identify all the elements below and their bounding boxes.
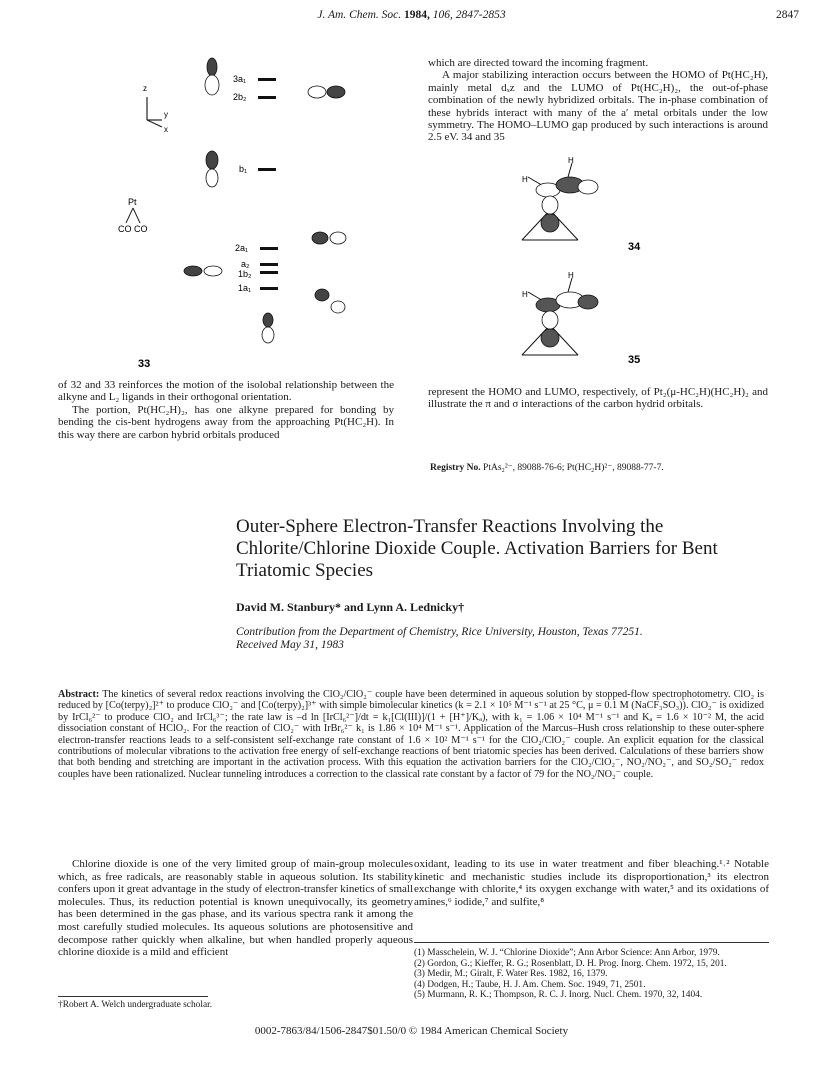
figure-34-label: 34 [628, 241, 641, 253]
right-column-text [428, 57, 768, 144]
h-label-35a: H [522, 290, 528, 299]
energy-levels-icon [258, 78, 278, 290]
pt-label: Pt [128, 197, 137, 207]
orbital-lobes-right-icon [308, 86, 346, 313]
left-column-text [58, 379, 394, 441]
abstract-label: Abstract: [58, 689, 100, 700]
affiliation-line: Contribution from the Department of Chemistry, Rice University, Houston, Texas 77251. [236, 626, 643, 638]
axis-z-label: z [143, 84, 147, 93]
footnote-rule [58, 996, 208, 997]
level-1b2: 1b₂ [238, 269, 252, 279]
right-paragraph-2: represent the HOMO and LUMO, respectively, of Pt₂(μ-HC₂H)(HC₂H)₂ and illustrate the π and σ interactions of the carbon hydrid orbitals. [428, 386, 768, 411]
reference-5: (5) Murmann, R. K.; Thompson, R. C. J. Inorg. Nucl. Chem. 1970, 32, 1404. [414, 990, 703, 1001]
abstract [58, 689, 764, 780]
h-label-34a: H [522, 175, 528, 184]
left-paragraph-2: The portion, Pt(HC₂H)₂, has one alkyne prepared for bonding by bending the cis-bent hydrogens away from the approaching Pt(HC₂H). In this way there are carbon hybrid orbitals produced [58, 403, 394, 441]
journal-name: J. Am. Chem. Soc. [317, 9, 402, 21]
axes-icon [147, 97, 162, 127]
article-affiliation [236, 626, 756, 652]
right-paragraph-1: A major stabilizing interaction occurs between the HOMO of Pt(HC₂H), mainly metal dₓz and the LUMO of Pt(HC₂H)₂, the out-of-phase combination of the newly hybridized orbitals. The in-phase combination of these hybrids interact with many of the a′ metal orbitals under the low symmetry. The HOMO–LUMO gap produced by such interactions is around 2.5 eV. 34 and 35 [428, 69, 768, 144]
page-footer: 0002-7863/84/1506-2847$01.50/0 © 1984 American Chemical Society [254, 1025, 569, 1037]
journal-volume: 106, 2847-2853 [432, 9, 506, 21]
registry-numbers [430, 462, 664, 473]
article-title: Outer-Sphere Electron-Transfer Reactions Involving the Chlorite/Chlorine Dioxide Couple. Activation Barriers for Bent Triatomic Species [236, 516, 718, 581]
level-2a1: 2a₁ [235, 243, 249, 253]
level-2b2: 2b₂ [233, 92, 247, 102]
page-number: 2847 [776, 9, 799, 21]
body-left-paragraph: Chlorine dioxide is one of the very limited group of main-group molecules which, as free radicals, are reasonably stable in aqueous solution. Its stability confers upon it great advantage in the study of electron-transfer kinetics of small molecules. Thus, its reduction potential is known unequivocally, its geometry has been determined in the gas phase, and its various spectra rank it among the most carefully studied molecules. Its aqueous solutions are photosensitive and decompose rather quickly when alkaline, but when handled properly aqueous chlorine dioxide is a mild and efficient [58, 858, 413, 959]
body-right-paragraph: oxidant, leading to its use in water treatment and fiber bleaching.¹˒² Notable kinetic and mechanistic studies include its disproportionation,³ its electron exchange with chlorite,⁴ its oxygen exchange with water,⁵ and its oxidations of amines,⁶ iodide,⁷ and sulfite,⁸ [414, 858, 769, 908]
figures-34-35 [500, 155, 660, 375]
running-header [0, 9, 823, 21]
abstract-text: The kinetics of several redox reactions involving the ClO₂/ClO₂⁻ couple have been determined in aqueous solution by stopped-flow spectrophotometry. ClO₂ is reduced by [Co(terpy)₂]²⁺ to produce ClO₂⁻ and [Co(terpy)₂]³⁺ with simple bimolecular kinetics (k = 2.1 × 10⁵ M⁻¹ s⁻¹ at 25 °C, μ = 0.1 M (NaCF₃SO₃)). ClO₂⁻ is oxidized by IrCl₆²⁻ to produce ClO₂ and IrCl₆³⁻; the rate law is –d ln [IrCl₆²⁻]/dt = k₁[Cl(III)]/(1 + [H⁺]/Kₐ), with k₁ = 1.06 × 10⁴ M⁻¹ s⁻¹ and Kₐ = 1.6 × 10⁻² M, the acid dissociation constant of HClO₂. For the reaction of ClO₂⁻ with IrBr₆²⁻ k₁ is 1.86 × 10⁴ M⁻¹ s⁻¹. Application of the Marcus–Hush cross relationship to these outer-sphere electron-transfer reactions leads to a self-consistent self-exchange rate constant of 1.6 × 10² M⁻¹ s⁻¹ for the ClO₂/ClO₂⁻ couple. An explicit equation for the classical contributions of molecular vibrations to the activation free energy of self-exchange reactions of bent triatomic species has been derived. Calculations of these barriers show that both bending and stretching are important in the activation process. With this equation the activation barriers for the ClO₂/ClO₂⁻, NO₂/NO₂⁻, and SO₂/SO₂⁻ redox couples have been rationalized. Nuclear tunneling introduces a correction to the classical rate constant by a factor of 79 for the NO₂/NO₂⁻ couple. [58, 689, 764, 780]
article-authors: David M. Stanbury* and Lynn A. Lednicky† [236, 600, 465, 614]
h-label-34b: H [568, 156, 574, 165]
right-paragraph-0: which are directed toward the incoming fragment. [428, 57, 649, 69]
co-label: CO CO [118, 224, 148, 234]
reference-1: (1) Masschelein, W. J. “Chlorine Dioxide”; Ann Arbor Science: Ann Arbor, 1979. [414, 948, 720, 958]
references [414, 948, 769, 1001]
orbital-34-icon [536, 177, 598, 232]
journal-year: 1984, [404, 9, 430, 21]
reference-3: (3) Medir, M.; Giralt, F. Water Res. 1982, 16, 1379. [414, 969, 608, 980]
orbital-35-icon [536, 292, 598, 347]
pt-co-bonds-icon [126, 208, 140, 223]
level-a2: a₂ [241, 259, 250, 269]
right-column-lower-text [428, 386, 768, 411]
figure-33 [100, 45, 400, 375]
figure-35-label: 35 [628, 354, 641, 366]
reference-4: (4) Dodgen, H.; Taube, H. J. Am. Chem. Soc. 1949, 71, 2501. [414, 979, 646, 990]
received-date: Received May 31, 1983 [236, 639, 344, 651]
left-paragraph-1: of 32 and 33 reinforces the motion of the isolobal relationship between the alkyne and L₂ ligands in their orthogonal orientation. [58, 379, 394, 404]
orbital-lobes-left-icon [184, 58, 274, 343]
h-label-35b: H [568, 271, 574, 280]
level-1a1: 1a₁ [238, 283, 252, 293]
axis-x-label: x [164, 125, 168, 134]
body-left-column [58, 858, 413, 959]
registry-text: PtAs₂²⁻, 89088-76-6; Pt(HC₂H)²⁻, 89088-77-7. [483, 463, 664, 473]
level-b1: b₁ [239, 164, 248, 174]
references-rule [414, 942, 769, 943]
level-3a1: 3a₁ [233, 74, 247, 84]
body-right-column [414, 858, 769, 908]
figure-33-label: 33 [138, 358, 151, 370]
registry-label: Registry No. [430, 463, 481, 473]
axis-y-label: y [164, 110, 168, 119]
footnote: †Robert A. Welch undergraduate scholar. [58, 1000, 213, 1010]
reference-2: (2) Gordon, G.; Kieffer, R. G.; Rosenblatt, D. H. Prog. Inorg. Chem. 1972, 15, 201. [414, 958, 727, 969]
